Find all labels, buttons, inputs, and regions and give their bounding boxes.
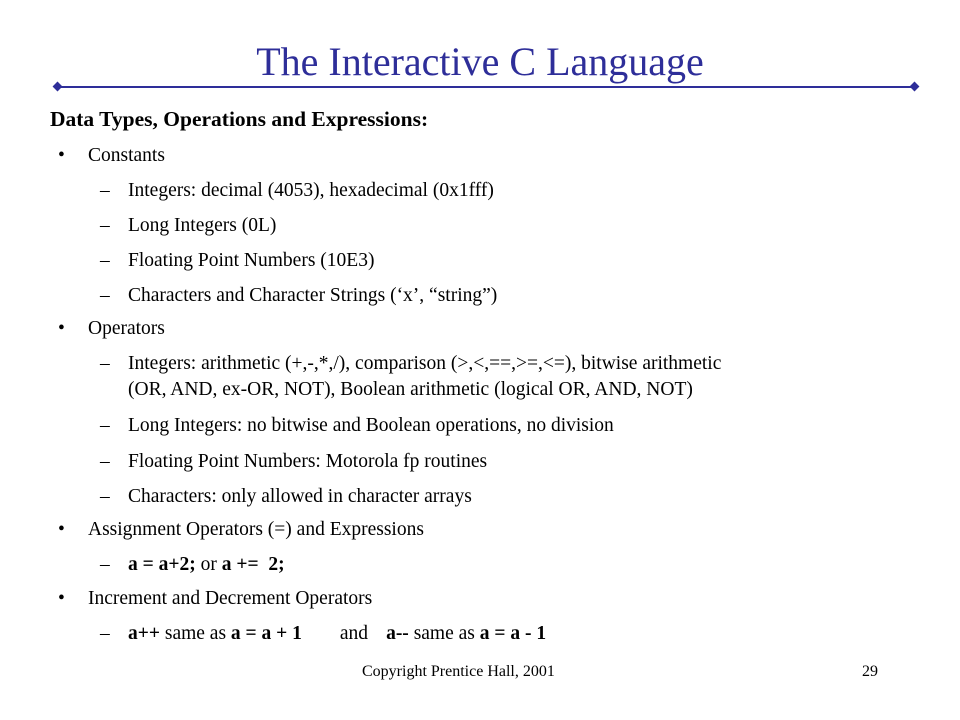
bullet-icon: •	[58, 318, 65, 339]
page-number: 29	[862, 663, 878, 680]
same-as-text: same as	[408, 623, 480, 644]
operators-item: Integers: arithmetic (+,-,*,/), comparison (>,<,==,>=,<=), bitwise arithmetic	[128, 353, 722, 374]
constants-label: Constants	[88, 145, 165, 166]
constants-item: Long Integers (0L)	[128, 215, 277, 236]
same-as-text: same as	[159, 623, 231, 644]
dash-icon: –	[100, 285, 110, 306]
footer-copyright: Copyright Prentice Hall, 2001	[362, 663, 555, 680]
slide-title: The Interactive C Language	[256, 39, 704, 84]
dash-icon: –	[100, 250, 110, 271]
constants-item: Characters and Character Strings (‘x’, “string”)	[128, 285, 498, 306]
code-expression: a = a - 1	[479, 623, 547, 644]
code-expression: a--	[386, 623, 409, 644]
operators-item: Characters: only allowed in character arrays	[128, 486, 472, 507]
operators-item: Floating Point Numbers: Motorola fp routines	[128, 451, 488, 472]
code-expression: a = a+2;	[128, 554, 196, 575]
code-expression: a++	[128, 623, 160, 644]
bullet-icon: •	[58, 588, 65, 609]
operators-label: Operators	[88, 318, 165, 339]
dash-icon: –	[100, 554, 110, 575]
assignment-example	[128, 552, 285, 577]
title-underline	[58, 86, 915, 88]
bullet-icon: •	[58, 145, 65, 166]
code-expression: a += 2;	[221, 554, 285, 575]
dash-icon: –	[100, 486, 110, 507]
or-text: or	[195, 554, 222, 575]
constants-item: Floating Point Numbers (10E3)	[128, 250, 375, 271]
dash-icon: –	[100, 215, 110, 236]
increment-label: Increment and Decrement Operators	[88, 588, 373, 609]
increment-example	[128, 621, 546, 646]
dash-icon: –	[100, 451, 110, 472]
code-expression: a = a + 1	[230, 623, 302, 644]
operators-item-continued: (OR, AND, ex-OR, NOT), Boolean arithmetic (logical OR, AND, NOT)	[128, 379, 693, 400]
assignment-label: Assignment Operators (=) and Expressions	[88, 519, 424, 540]
dash-icon: –	[100, 353, 110, 374]
dash-icon: –	[100, 180, 110, 201]
and-text: and	[339, 623, 369, 644]
section-heading: Data Types, Operations and Expressions:	[50, 107, 429, 131]
constants-item: Integers: decimal (4053), hexadecimal (0x1fff)	[128, 180, 494, 201]
bullet-icon: •	[58, 519, 65, 540]
dash-icon: –	[100, 623, 110, 644]
dash-icon: –	[100, 415, 110, 436]
operators-item: Long Integers: no bitwise and Boolean operations, no division	[128, 415, 614, 436]
